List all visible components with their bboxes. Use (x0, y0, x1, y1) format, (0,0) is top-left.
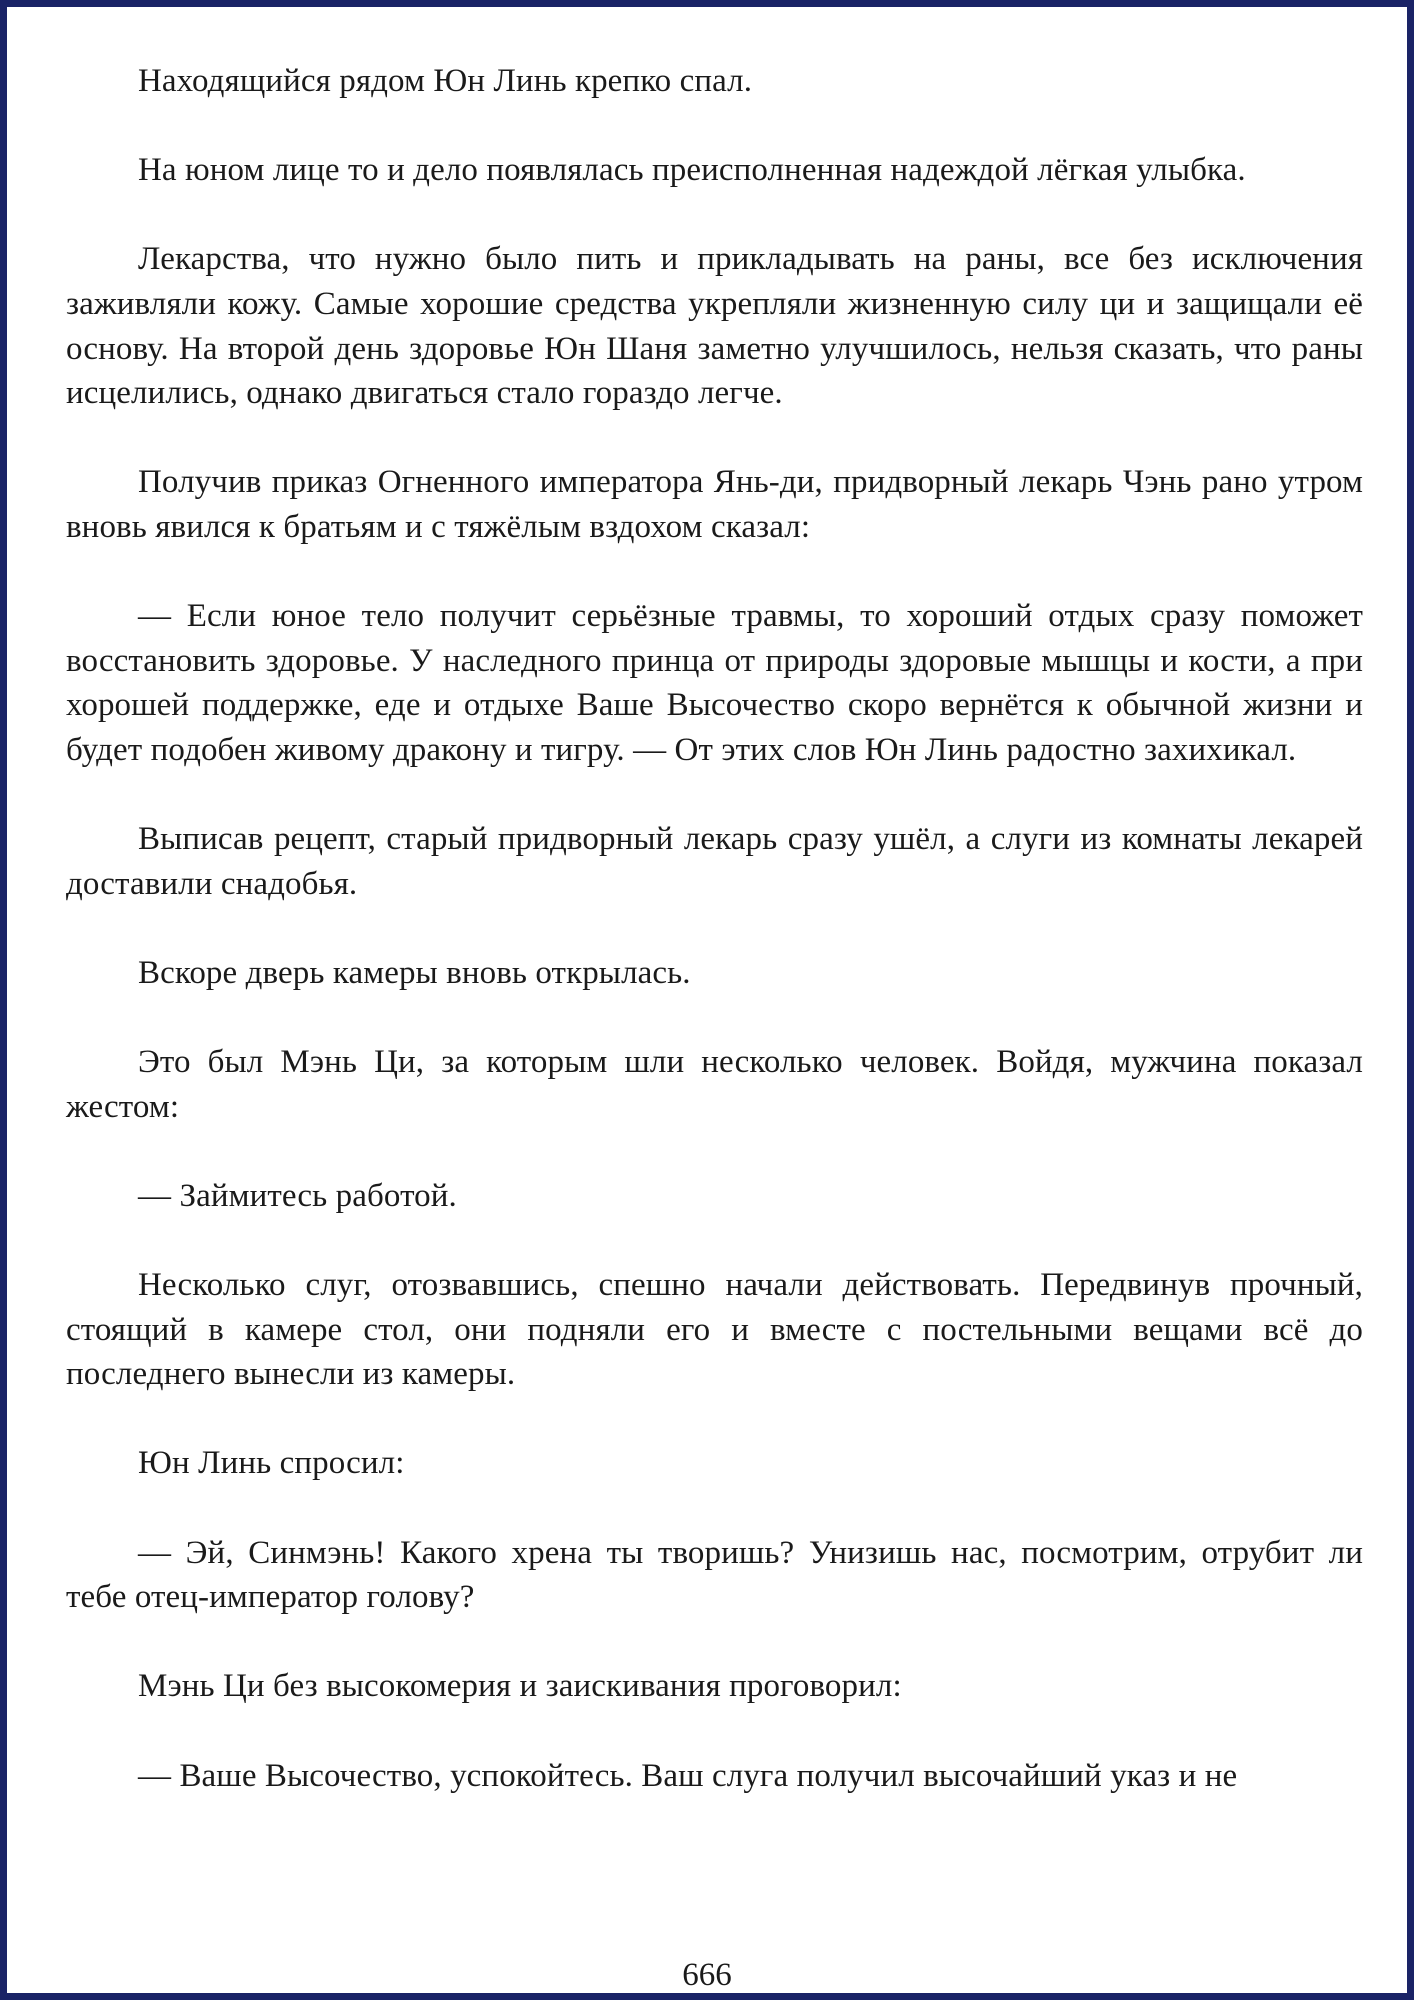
paragraph-7: Вскоре дверь камеры вновь открылась. (138, 954, 691, 991)
paragraph-9: — Займитесь работой. (138, 1177, 457, 1214)
paragraph-4: Получив приказ Огненного императора Янь-ди, придворный лекарь Чэнь рано утром вновь явился к братьям и с тяжёлым вздохом сказал: (66, 464, 1363, 545)
paragraph-14: — Ваше Высочество, успокойтесь. Ваш слуга получил высочайший указ и не (138, 1757, 1238, 1794)
paragraph-11: Юн Линь спросил: (138, 1445, 405, 1482)
paragraph-1: Находящийся рядом Юн Линь крепко спал. (138, 63, 753, 99)
paragraph-6: Выписав рецепт, старый придворный лекарь сразу ушёл, а слуги из комнаты лекарей доставили снадобья. (66, 821, 1363, 902)
paragraph-2: На юном лице то и дело появлялась преисполненная надеждой лёгкая улыбка. (138, 152, 1246, 189)
paragraph-12: — Эй, Синмэнь! Какого хрена ты творишь? Унизишь нас, посмотрим, отрубит ли тебе отец-император голову? (66, 1534, 1363, 1616)
paragraph-3: Лекарства, что нужно было пить и прикладывать на раны, все без исключения заживляли кожу. Самые хорошие средства укрепляли жизненную силу ци и защищали её основу. На второй день здоровье Юн Шаня заметно улучшилось, нельзя сказать, что раны исцелились, однако двигаться стало гораздо легче. (66, 241, 1363, 412)
page-number: 666 (682, 1957, 732, 1993)
paragraph-10: Несколько слуг, отозвавшись, спешно начали действовать. Передвинув прочный, стоящий в камере стол, они подняли его и вместе с постельными вещами всё до последнего вынесли из камеры. (66, 1267, 1363, 1393)
paragraph-8: Это был Мэнь Ци, за которым шли несколько человек. Войдя, мужчина показал жестом: (66, 1044, 1363, 1125)
paragraph-13: Мэнь Ци без высокомерия и заискивания проговорил: (138, 1668, 902, 1705)
page-body (66, 59, 1363, 1843)
paragraph-5: — Если юное тело получит серьёзные травмы, то хороший отдых сразу поможет восстановить здоровье. У наследного принца от природы здоровые мышцы и кости, а при хорошей поддержке, еде и отдыхе Ваше Высочество скоро вернётся к обычной жизни и будет подобен живому дракону и тигру. — От этих слов Юн Линь радостно захихикал. (66, 598, 1363, 768)
